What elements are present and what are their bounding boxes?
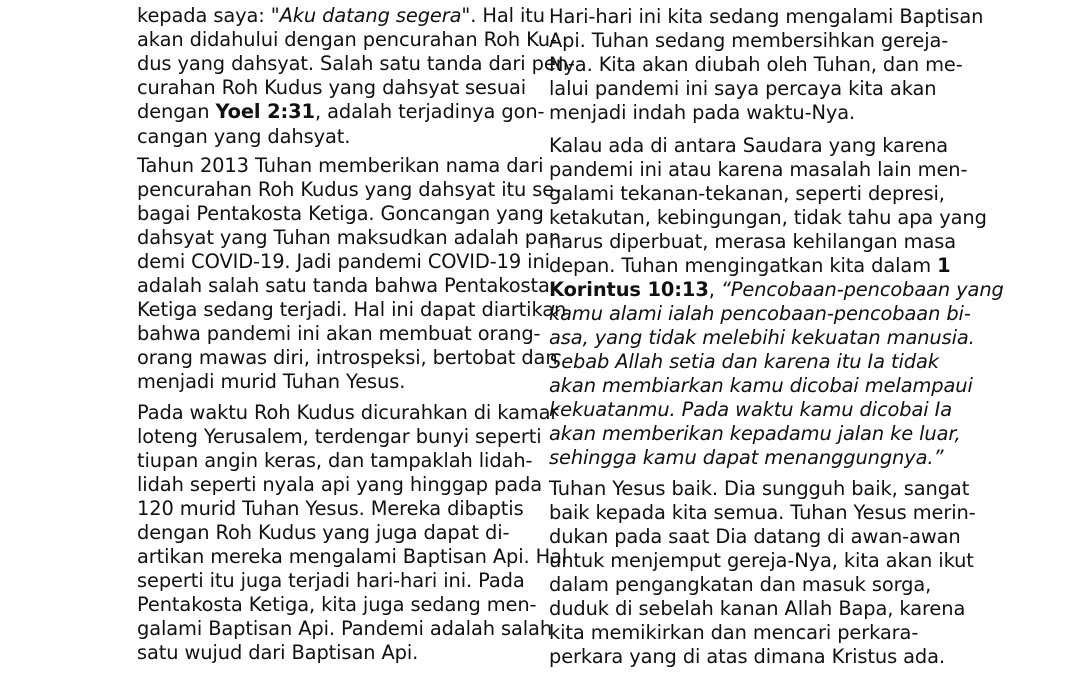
text-segment: dengan — [137, 100, 216, 123]
quoted-text: Sebab Allah setia dan karena itu Ia tidak — [549, 350, 939, 373]
text-line — [549, 645, 945, 669]
text-line — [137, 202, 544, 226]
text-segment: galami tekanan-tekanan, seperti depresi, — [549, 182, 945, 205]
text-line — [137, 473, 542, 497]
text-line — [137, 125, 350, 149]
text-segment: lidah seperti nyala api yang hinggap pada — [137, 473, 542, 496]
text-segment: pandemi ini atau karena masalah lain men- — [549, 158, 968, 181]
text-segment: bagai Pentakosta Ketiga. Goncangan yang — [137, 202, 544, 225]
text-segment: harus diperbuat, merasa kehilangan masa — [549, 230, 957, 253]
text-segment: Nya. Kita akan diubah oleh Tuhan, dan me- — [549, 53, 963, 76]
text-segment: satu wujud dari Baptisan Api. — [137, 641, 419, 664]
text-line — [137, 298, 566, 322]
text-line — [137, 641, 418, 665]
text-line — [549, 5, 983, 29]
text-line — [137, 370, 405, 394]
text-line — [137, 4, 545, 28]
text-line — [137, 545, 567, 569]
text-line — [549, 53, 963, 77]
text-segment: . Hal itu — [470, 4, 545, 27]
text-segment: kepada saya: — [137, 4, 271, 27]
text-segment: kita memikirkan dan mencari perkara- — [549, 621, 919, 644]
text-line — [137, 593, 536, 617]
text-line — [549, 77, 936, 101]
text-segment: dus yang dahsyat. Salah satu tanda dari pen- — [137, 52, 575, 75]
text-segment: Api. Tuhan sedang membersihkan gereja- — [549, 29, 949, 52]
text-segment: lalui pandemi ini saya percaya kita akan — [549, 77, 937, 100]
text-segment: , adalah terjadinya gon- — [314, 100, 545, 123]
text-line — [137, 76, 526, 100]
text-line — [549, 398, 952, 422]
text-segment: menjadi indah pada waktu-Nya. — [549, 101, 856, 124]
text-line — [549, 206, 987, 230]
text-line — [137, 346, 558, 370]
text-segment: perkara yang di atas dimana Kristus ada. — [549, 645, 945, 668]
text-segment: Ketiga sedang terjadi. Hal ini dapat diartikan — [137, 298, 567, 321]
text-line — [549, 29, 948, 53]
text-line — [549, 134, 948, 158]
quoted-text: sehingga kamu dapat menanggungnya.” — [549, 446, 944, 469]
text-line — [549, 326, 975, 350]
text-segment: bahwa pandemi ini akan membuat orang- — [137, 322, 541, 345]
text-segment: duduk di sebelah kanan Allah Bapa, karena — [549, 597, 966, 620]
text-segment: depan. Tuhan mengingatkan kita dalam — [549, 254, 938, 277]
text-line — [549, 422, 961, 446]
text-line — [137, 154, 543, 178]
quoted-text: “Pencobaan-pencobaan yang — [720, 278, 1004, 301]
text-segment: demi COVID-19. Jadi pandemi COVID-19 ini — [137, 250, 550, 273]
text-line — [137, 569, 525, 593]
text-segment: baik kepada kita semua. Tuhan Yesus merin- — [549, 501, 976, 524]
text-segment: Pada waktu Roh Kudus dicurahkan di kamar — [137, 401, 559, 424]
text-line — [549, 254, 950, 278]
text-line — [137, 274, 550, 298]
text-line — [137, 497, 524, 521]
text-segment: dalam pengangkatan dan masuk sorga, — [549, 573, 932, 596]
right-text-column — [549, 0, 1004, 675]
text-line — [137, 617, 552, 641]
quoted-text: kekuatanmu. Pada waktu kamu dicobai Ia — [549, 398, 953, 421]
text-line — [137, 178, 561, 202]
text-line — [549, 446, 943, 470]
text-line — [137, 250, 550, 274]
text-segment: untuk menjemput gereja-Nya, kita akan ikut — [549, 549, 974, 572]
text-line — [549, 374, 973, 398]
bible-reference: Yoel 2:31 — [215, 100, 315, 123]
text-segment: dengan Roh Kudus yang juga dapat di- — [137, 521, 510, 544]
quoted-text: kamu alami ialah pencobaan-pencobaan bi- — [549, 302, 971, 325]
text-segment: menjadi murid Tuhan Yesus. — [137, 370, 406, 393]
text-line — [137, 226, 568, 250]
text-line — [137, 52, 575, 76]
text-line — [549, 302, 971, 326]
text-segment: seperti itu juga terjadi hari-hari ini. Pada — [137, 569, 525, 592]
text-segment: artikan mereka mengalami Baptisan Api. Hal — [137, 545, 568, 568]
text-line — [549, 350, 939, 374]
text-segment: galami Baptisan Api. Pandemi adalah salah — [137, 617, 553, 640]
text-line — [137, 449, 532, 473]
text-segment: Hari-hari ini kita sedang mengalami Baptisan — [549, 5, 984, 28]
left-text-column — [137, 0, 575, 675]
text-segment: orang mawas diri, introspeksi, bertobat dan — [137, 346, 558, 369]
text-line — [549, 573, 931, 597]
bible-reference: Korintus 10:13 — [549, 278, 709, 301]
text-segment: Tahun 2013 Tuhan memberikan nama dari — [137, 154, 544, 177]
text-segment: akan didahului dengan pencurahan Roh Ku- — [137, 28, 557, 51]
text-segment: Kalau ada di antara Saudara yang karena — [549, 134, 949, 157]
text-segment: Pentakosta Ketiga, kita juga sedang men- — [137, 593, 537, 616]
text-segment: loteng Yerusalem, terdengar bunyi seperti — [137, 425, 542, 448]
text-segment: 120 murid Tuhan Yesus. Mereka dibaptis — [137, 497, 524, 520]
bible-reference: 1 — [937, 254, 951, 277]
text-segment: ketakutan, kebingungan, tidak tahu apa yang — [549, 206, 987, 229]
text-segment: tiupan angin keras, dan tampaklah lidah- — [137, 449, 533, 472]
text-line — [549, 621, 918, 645]
quoted-text: "Aku datang segera" — [270, 4, 471, 27]
text-line — [549, 101, 855, 125]
text-line — [549, 597, 965, 621]
text-line — [137, 521, 509, 545]
text-segment: cangan yang dahsyat. — [137, 125, 351, 148]
text-segment: adalah salah satu tanda bahwa Pentakosta — [137, 274, 550, 297]
text-line — [549, 230, 956, 254]
text-line — [137, 322, 540, 346]
text-segment: pencurahan Roh Kudus yang dahsyat itu se- — [137, 178, 561, 201]
quoted-text: asa, yang tidak melebihi kekuatan manusia. — [549, 326, 975, 349]
text-segment: dahsyat yang Tuhan maksudkan adalah pan- — [137, 226, 568, 249]
text-segment: , — [708, 278, 721, 301]
text-line — [549, 477, 969, 501]
text-line — [549, 278, 1004, 302]
text-line — [137, 100, 544, 124]
text-line — [549, 501, 976, 525]
text-line — [549, 549, 974, 573]
text-segment: curahan Roh Kudus yang dahsyat sesuai — [137, 76, 527, 99]
text-line — [137, 28, 557, 52]
text-line — [549, 182, 945, 206]
quoted-text: akan membiarkan kamu dicobai melampaui — [549, 374, 973, 397]
quoted-text: akan memberikan kepadamu jalan ke luar, — [549, 422, 961, 445]
text-line — [549, 158, 967, 182]
text-line — [137, 401, 558, 425]
text-segment: dukan pada saat Dia datang di awan-awan — [549, 525, 961, 548]
text-segment: Tuhan Yesus baik. Dia sungguh baik, sangat — [549, 477, 970, 500]
text-line — [137, 425, 542, 449]
text-line — [549, 525, 961, 549]
